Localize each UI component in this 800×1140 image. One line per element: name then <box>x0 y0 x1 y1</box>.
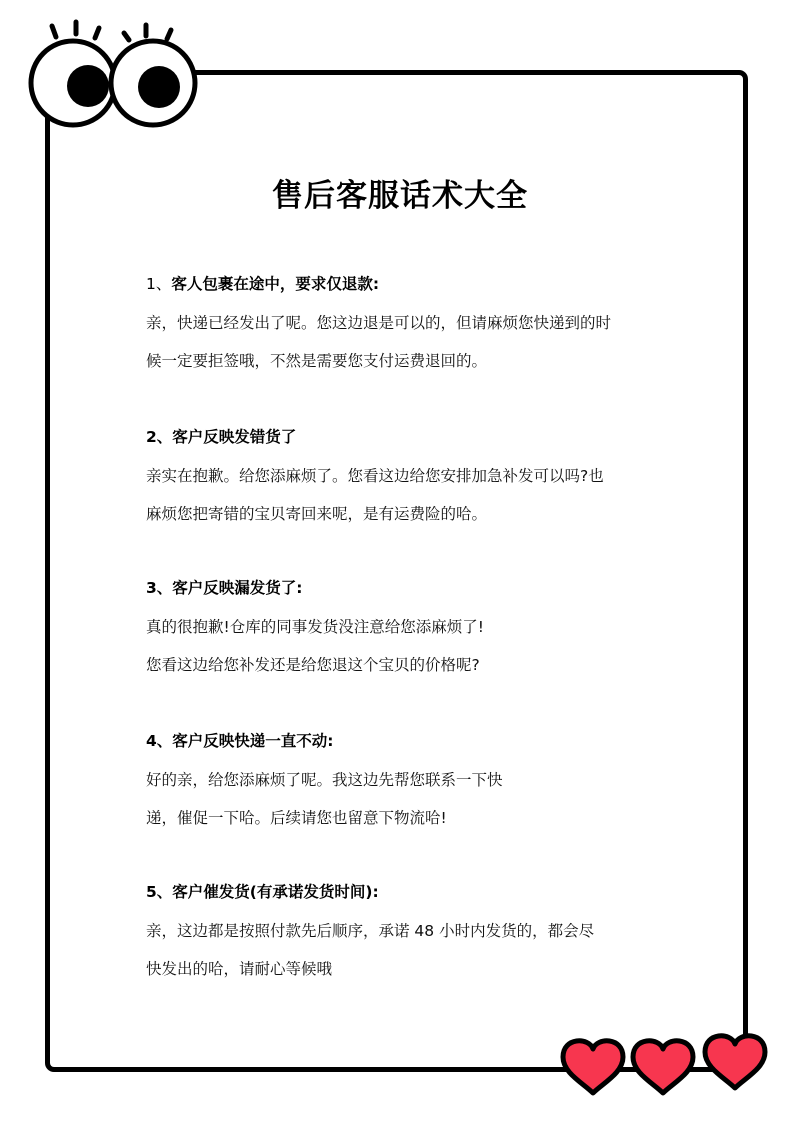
cartoon-eyes-icon <box>0 0 220 150</box>
section-1 <box>146 270 686 380</box>
section-number: 2、 <box>146 428 173 446</box>
section-text-line: 麻烦您把寄错的宝贝寄回来呢，是有运费险的哈。 <box>146 505 488 523</box>
section-text-line: 快发出的哈，请耐心等候哦 <box>146 960 333 978</box>
section-number: 4、 <box>146 732 173 750</box>
section-title: 客户反映漏发货了: <box>172 579 303 597</box>
section-text-line: 好的亲，给您添麻烦了呢。我这边先帮您联系一下快 <box>146 771 503 789</box>
section-heading <box>146 423 686 457</box>
section-heading <box>146 574 686 608</box>
section-title: 客户反映快递一直不动: <box>172 732 334 750</box>
page-title: 售后客服话术大全 <box>272 178 528 214</box>
section-title: 客户催发货(有承诺发货时间): <box>172 883 379 901</box>
section-heading <box>146 727 686 761</box>
section-title: 客户反映发错货了 <box>172 428 297 446</box>
section-title: 客人包裹在途中，要求仅退款: <box>171 275 380 293</box>
section-2 <box>146 423 686 533</box>
heart-icon <box>705 1036 765 1088</box>
section-text-line: 递，催促一下哈。后续请您也留意下物流哈! <box>146 809 447 827</box>
section-text-line: 候一定要拒签哦，不然是需要您支付运费退回的。 <box>146 352 488 370</box>
section-number: 5、 <box>146 883 173 901</box>
section-5 <box>146 878 686 988</box>
section-text-line: 您看这边给您补发还是给您退这个宝贝的价格呢? <box>146 656 480 674</box>
section-text-line: 真的很抱歉!仓库的同事发货没注意给您添麻烦了! <box>146 618 484 636</box>
section-number: 1、 <box>146 275 172 293</box>
section-3 <box>146 574 686 684</box>
hearts-decoration <box>550 1020 790 1110</box>
section-text-line: 亲，快递已经发出了呢。您这边退是可以的，但请麻烦您快递到的时 <box>146 314 612 332</box>
heart-icon <box>563 1041 623 1093</box>
section-number: 3、 <box>146 579 173 597</box>
heart-icon <box>633 1041 693 1093</box>
section-text-line: 亲实在抱歉。给您添麻烦了。您看这边给您安排加急补发可以吗?也 <box>146 467 604 485</box>
section-heading <box>146 878 686 912</box>
section-heading <box>146 270 686 304</box>
section-text-line: 亲，这边都是按照付款先后顺序，承诺 48 小时内发货的，都会尽 <box>146 922 595 940</box>
section-4 <box>146 727 686 837</box>
